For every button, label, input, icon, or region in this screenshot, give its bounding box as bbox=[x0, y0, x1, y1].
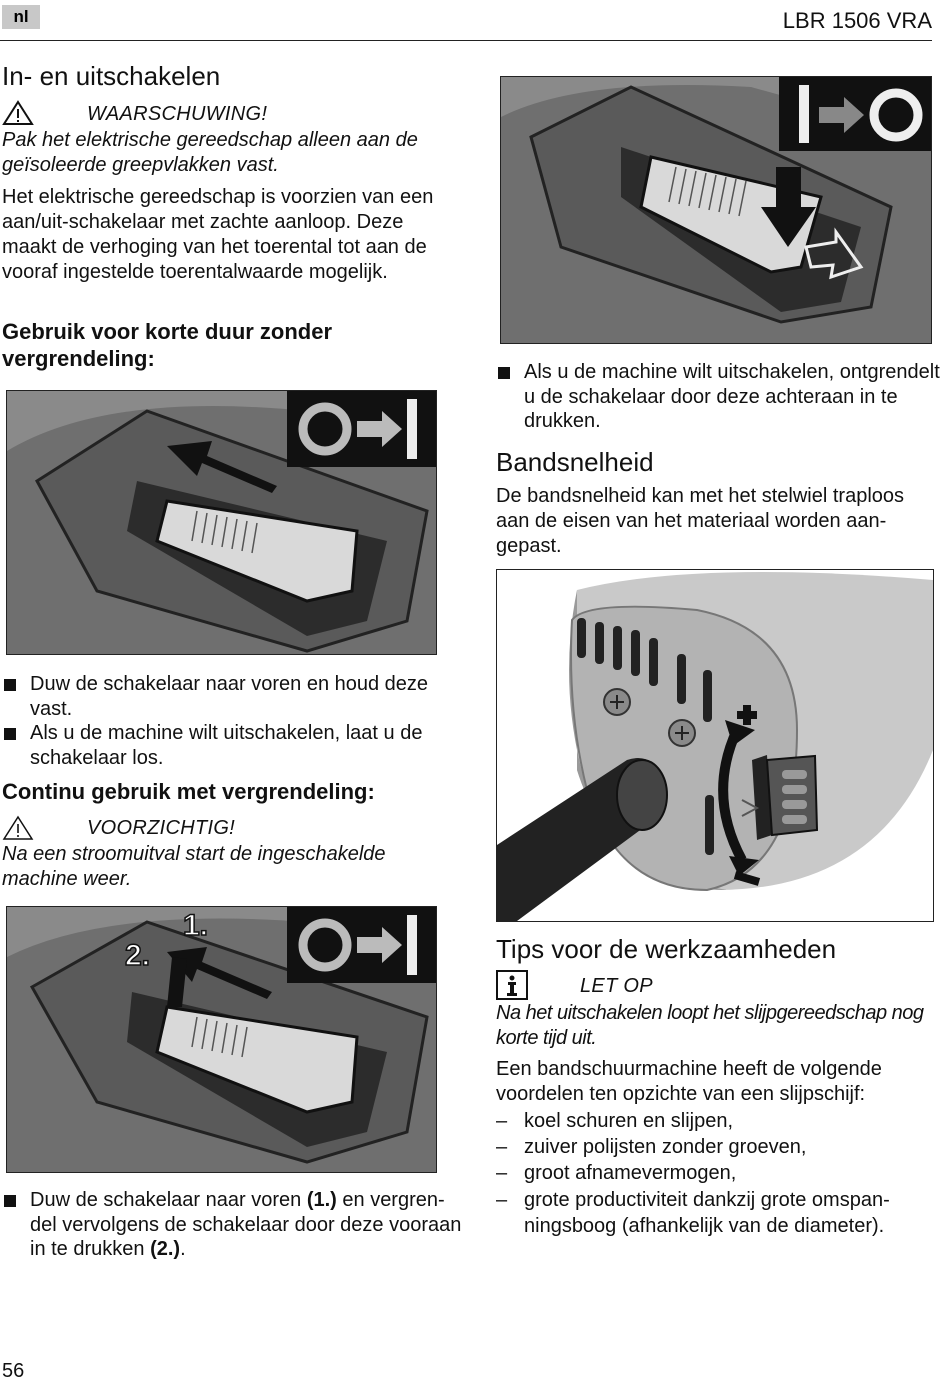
dash-text: koel schuren en slijpen, bbox=[524, 1110, 734, 1132]
model-name: LBR 1506 VRA bbox=[782, 8, 932, 33]
list-item bbox=[496, 1108, 950, 1134]
note-label: LET OP bbox=[580, 975, 653, 997]
bullet-text: Duw de schakelaar naar voren bbox=[30, 1189, 307, 1211]
bullet-text: Als u de machine wilt uitschakelen, ontgrendelt u de schakelaar door deze achteraan in te drukken. bbox=[524, 361, 940, 432]
list-item bbox=[496, 1160, 950, 1186]
bullet-square bbox=[498, 367, 510, 379]
step-ref-2: (2.) bbox=[150, 1238, 181, 1260]
warning-text: Pak het elektrische gereedschap alleen aan de geïsoleerde greepvlakken vast. bbox=[2, 129, 418, 176]
dash-marker: – bbox=[496, 1162, 508, 1184]
figure-switch-lock bbox=[6, 906, 437, 1173]
tips-intro: Een bandschuurmachine heeft de volgende voordelen ten opzichte van een slijpschijf: bbox=[496, 1058, 882, 1105]
language-tag: nl bbox=[2, 5, 40, 29]
caution-text: Na een stroomuitval start de ingeschakelde machine weer. bbox=[2, 843, 386, 890]
list-item bbox=[2, 721, 450, 770]
dash-text: grote productiviteit dankzij grote omspan-ningsboog (afhankelijk van de diameter). bbox=[524, 1189, 890, 1237]
dash-marker: – bbox=[496, 1189, 508, 1211]
header-rule bbox=[0, 40, 932, 41]
bullet-square bbox=[4, 1195, 16, 1207]
section-title-switch: In- en uitschakelen bbox=[2, 61, 221, 91]
dash-text: groot afnamevermogen, bbox=[524, 1162, 737, 1184]
subheading-short-use: Gebruik voor korte duur zonder vergrendeling: bbox=[2, 319, 333, 371]
figure-step-2: 2. bbox=[125, 939, 151, 972]
bullet-text: Duw de schakelaar naar voren en houd deze vast. bbox=[30, 673, 429, 720]
list-item bbox=[2, 672, 450, 721]
figure-switch-off bbox=[500, 76, 932, 344]
list-item bbox=[496, 1134, 950, 1160]
dash-marker: – bbox=[496, 1136, 508, 1158]
list-item bbox=[496, 360, 944, 434]
dash-marker: – bbox=[496, 1110, 508, 1132]
section-title-speed: Bandsnelheid bbox=[496, 447, 654, 477]
warning-icon bbox=[2, 100, 34, 131]
bullet-text: Als u de machine wilt uitschakelen, laat u de schakelaar los. bbox=[30, 722, 423, 769]
speed-paragraph: De bandsnelheid kan met het stelwiel traploos aan de eisen van het materiaal worden aan-gepast. bbox=[496, 485, 905, 557]
step-ref-1: (1.) bbox=[306, 1189, 337, 1211]
subheading-continuous-use: Continu gebruik met vergrendeling: bbox=[2, 779, 375, 804]
page-number: 56 bbox=[2, 1360, 25, 1382]
bullet-text: . bbox=[180, 1238, 186, 1260]
section-title-tips: Tips voor de werkzaamheden bbox=[496, 934, 837, 964]
figure-step-1: 1. bbox=[183, 909, 209, 942]
figure-switch-on bbox=[6, 390, 437, 655]
warning-label: WAARSCHUWING! bbox=[87, 103, 268, 125]
figure-speed-dial bbox=[496, 569, 934, 922]
bullet-text: en vergren-del vervolgens de schakelaar door deze vooraan in te drukken bbox=[30, 1189, 462, 1260]
list-item bbox=[2, 1188, 470, 1262]
info-icon bbox=[496, 970, 528, 1005]
note-text: Na het uitschakelen loopt het slijpgereedschap nog korte tijd uit. bbox=[496, 1002, 924, 1049]
list-item bbox=[496, 1187, 950, 1239]
bullet-square bbox=[4, 679, 16, 691]
bullet-square bbox=[4, 728, 16, 740]
intro-paragraph: Het elektrische gereedschap is voorzien van een aan/uit-schakelaar met zachte aanloop. Deze maakt de verhoging van het toerental tot aan de vooraf ingestelde toerentalwaarde mogelijk. bbox=[2, 186, 434, 283]
dash-text: zuiver polijsten zonder groeven, bbox=[524, 1136, 807, 1158]
caution-label: VOORZICHTIG! bbox=[87, 817, 236, 839]
